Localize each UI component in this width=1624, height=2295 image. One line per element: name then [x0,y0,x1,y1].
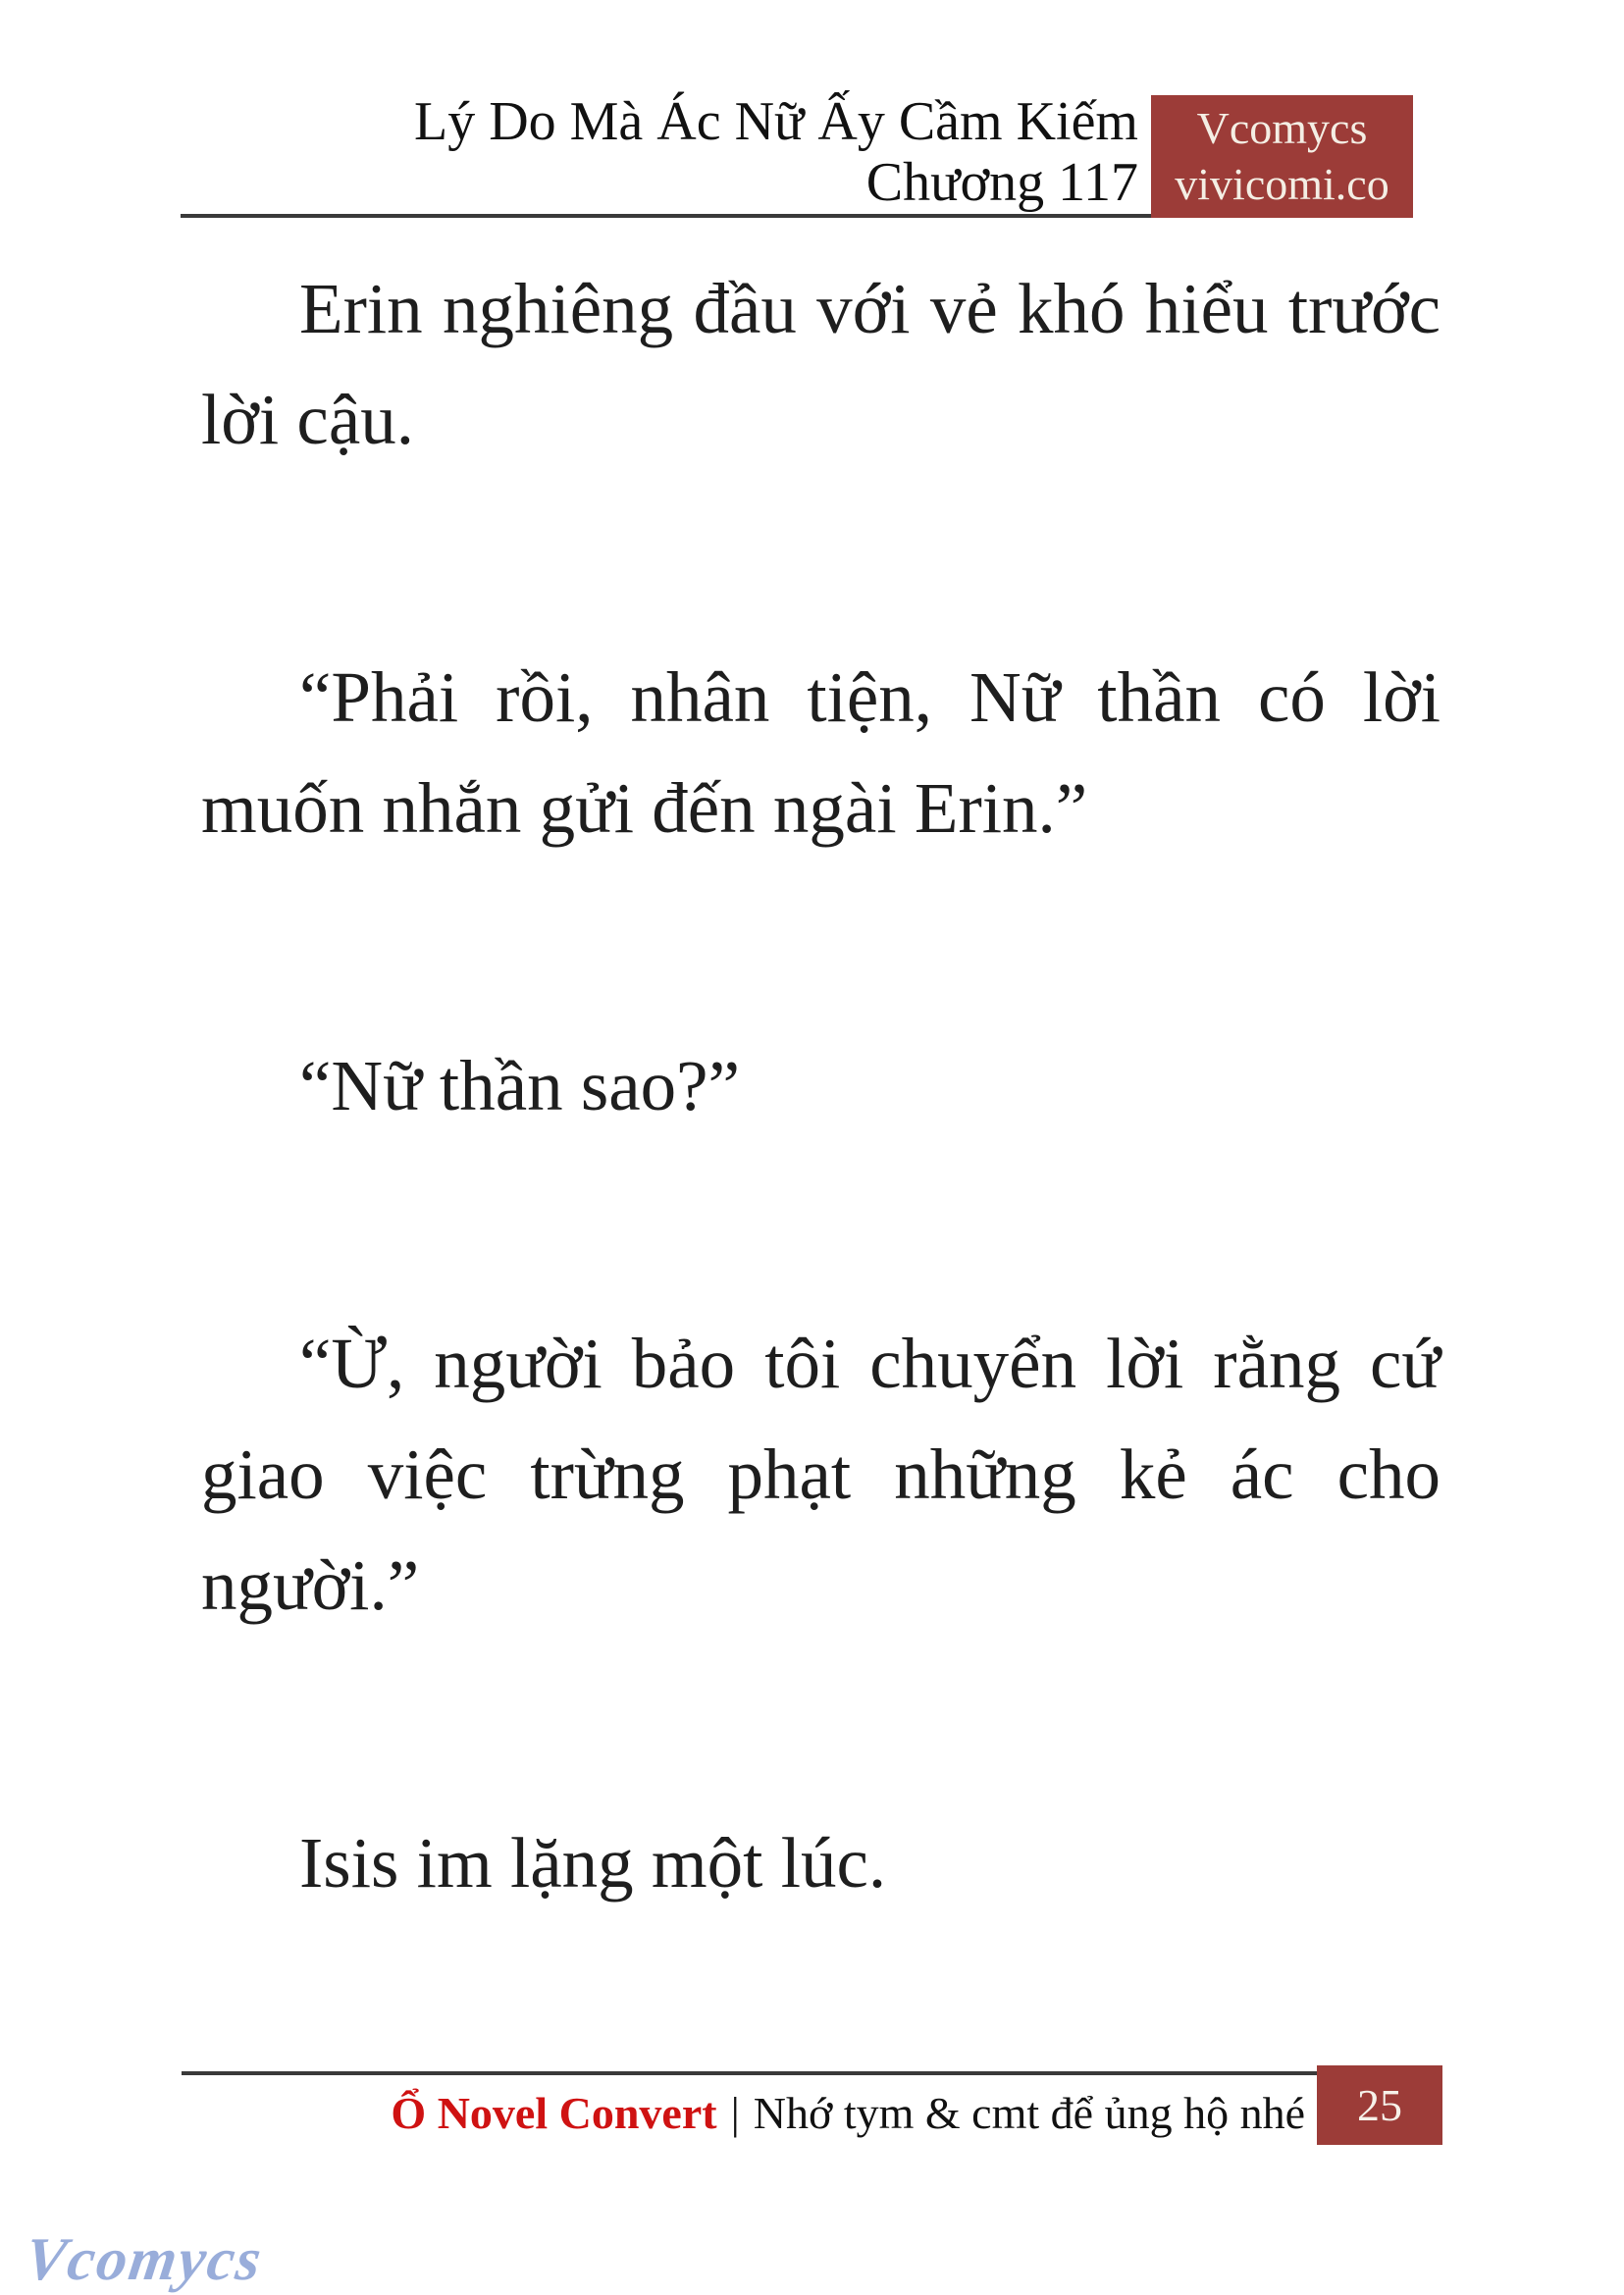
paragraph: “Phải rồi, nhân tiện, Nữ thần có lời muốn nhắn gửi đến ngài Erin.” [201,657,1441,848]
vcomycs-logo-watermark: Vcomycs [21,2226,268,2293]
chapter-text [201,253,1441,2085]
footer-separator: | [730,2088,740,2138]
paragraph: “Ừ, người bảo tôi chuyển lời rằng cứ giao việc trừng phạt những kẻ ác cho người.” [201,1324,1441,1625]
series-title: Lý Do Mà Ác Nữ Ấy Cầm Kiếm [413,91,1138,152]
footer-brand-name: Ổ Novel Convert [391,2088,717,2138]
header-title-block [414,91,1138,213]
paragraph: “Nữ thần sao?” [299,1046,740,1125]
paragraph: Isis im lặng một lúc. [299,1823,887,1903]
brand-watermark-box [1151,95,1413,218]
paragraph: Erin nghiêng đầu với vẻ khó hiểu trước lời cậu. [201,269,1441,459]
footer-note: Nhớ tym & cmt để ủng hộ nhé [753,2088,1305,2138]
footer-credit [391,2084,1305,2143]
footer-divider-line [182,2071,1317,2075]
page-number: 25 [1357,2080,1402,2130]
brand-site: vivicomi.co [1175,159,1389,209]
page-number-badge [1317,2065,1442,2145]
chapter-title: Chương 117 [865,152,1138,213]
brand-name: Vcomycs [1196,103,1368,153]
header-divider-line [181,214,1151,218]
